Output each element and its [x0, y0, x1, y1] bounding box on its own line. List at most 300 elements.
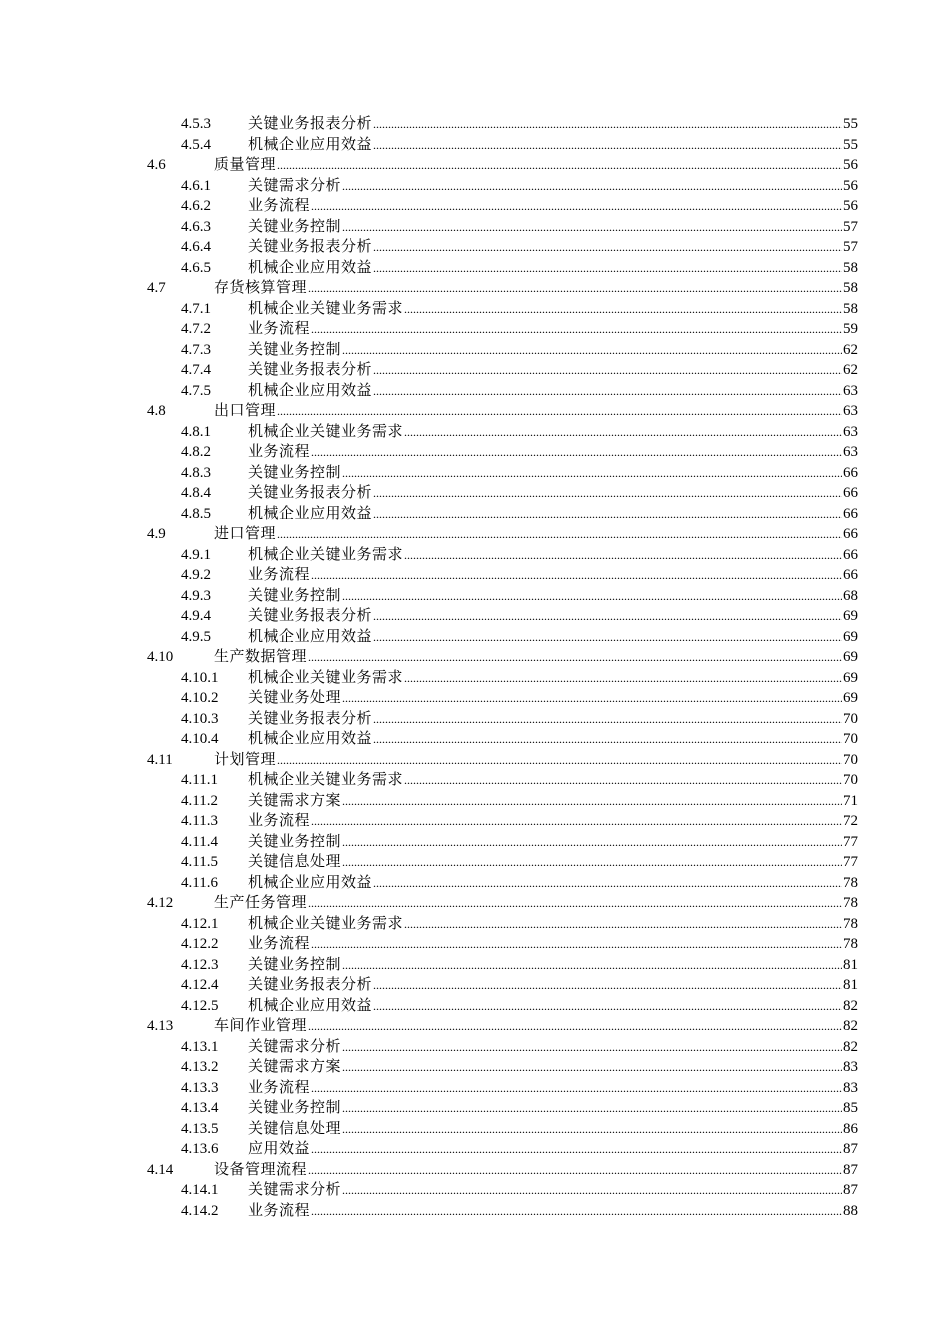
- toc-entry-subsection[interactable]: [0, 545, 950, 566]
- toc-number: 4.10.4: [181, 731, 219, 747]
- toc-entry-section[interactable]: [0, 1016, 950, 1037]
- toc-title: 关键业务控制: [248, 464, 342, 481]
- toc-dot-leader: [311, 934, 842, 955]
- toc-entry-subsection[interactable]: [0, 299, 950, 320]
- toc-dot-leader: [404, 545, 842, 566]
- toc-page-number: 59: [843, 321, 858, 337]
- toc-page-number: 63: [843, 403, 858, 419]
- toc-number: 4.10.1: [181, 669, 219, 686]
- toc-dot-leader: [342, 1037, 842, 1058]
- toc-leader-line: [248, 1078, 858, 1099]
- toc-dot-leader: [342, 852, 842, 873]
- toc-leader-line: [248, 340, 858, 361]
- toc-title: 关键业务处理: [248, 690, 342, 706]
- toc-page-number: 58: [843, 259, 858, 276]
- toc-entry-section[interactable]: [0, 1160, 950, 1181]
- toc-entry-subsection[interactable]: [0, 381, 950, 402]
- toc-title: 关键业务报表分析: [248, 608, 373, 624]
- toc-title: 机械企业应用效益: [248, 505, 373, 522]
- toc-page-number: 66: [843, 505, 858, 522]
- toc-number: 4.7.1: [181, 300, 211, 317]
- toc-entry-subsection[interactable]: [0, 586, 950, 607]
- toc-entry-subsection[interactable]: [0, 114, 950, 135]
- toc-page-number: 69: [843, 628, 858, 645]
- toc-leader-line: [248, 319, 858, 340]
- toc-number: 4.13.5: [181, 1120, 219, 1137]
- toc-leader-line: [248, 545, 858, 566]
- toc-title: 关键业务报表分析: [248, 239, 373, 255]
- toc-title: 业务流程: [248, 198, 311, 214]
- toc-leader-line: [214, 893, 858, 914]
- toc-page-number: 87: [843, 1141, 858, 1157]
- toc-dot-leader: [404, 668, 842, 689]
- toc-leader-line: [214, 647, 858, 668]
- toc-page-number: 72: [843, 813, 858, 829]
- toc-leader-line: [248, 688, 858, 709]
- toc-number: 4.6.3: [181, 218, 211, 235]
- toc-dot-leader: [342, 1057, 842, 1078]
- toc-title: 出口管理: [214, 403, 277, 419]
- toc-entry-subsection[interactable]: [0, 627, 950, 648]
- toc-entry-section[interactable]: [0, 401, 950, 422]
- toc-leader-line: [214, 524, 858, 545]
- toc-dot-leader: [342, 217, 842, 238]
- toc-number: 4.9.1: [181, 546, 211, 563]
- toc-dot-leader: [311, 196, 842, 217]
- toc-number: 4.12.5: [181, 997, 219, 1014]
- toc-title: 业务流程: [248, 321, 311, 337]
- toc-number: 4.8.3: [181, 464, 211, 481]
- toc-dot-leader: [342, 832, 842, 853]
- toc-number: 4.7.2: [181, 321, 211, 337]
- toc-leader-line: [214, 750, 858, 771]
- toc-page-number: 55: [843, 116, 858, 132]
- toc-number: 4.13.3: [181, 1079, 219, 1096]
- toc-leader-line: [248, 627, 858, 648]
- toc-number: 4.9.5: [181, 628, 211, 645]
- toc-number: 4.11.1: [181, 772, 218, 788]
- toc-number: 4.6.5: [181, 259, 211, 276]
- toc-title: 机械企业应用效益: [248, 259, 373, 276]
- toc-title: 机械企业应用效益: [248, 997, 373, 1014]
- toc-page-number: 66: [843, 567, 858, 583]
- toc-number: 4.12.2: [181, 936, 219, 952]
- toc-number: 4.9.3: [181, 587, 211, 604]
- toc-leader-line: [248, 606, 858, 627]
- toc-entry-subsection[interactable]: [0, 360, 950, 381]
- toc-number: 4.10: [147, 649, 174, 665]
- toc-leader-line: [248, 504, 858, 525]
- toc-leader-line: [248, 463, 858, 484]
- toc-number: 4.13.4: [181, 1100, 219, 1116]
- toc-title: 关键业务报表分析: [248, 116, 373, 132]
- toc-title: 业务流程: [248, 813, 311, 829]
- toc-page-number: 63: [843, 382, 858, 399]
- toc-entry-subsection[interactable]: [0, 319, 950, 340]
- toc-entry-subsection[interactable]: [0, 873, 950, 894]
- toc-leader-line: [248, 729, 858, 750]
- toc-dot-leader: [342, 1119, 842, 1140]
- toc-number: 4.14: [147, 1161, 174, 1178]
- toc-title: 业务流程: [248, 444, 311, 460]
- toc-page-number: 57: [843, 239, 858, 255]
- toc-page-number: 86: [843, 1120, 858, 1137]
- toc-leader-line: [248, 852, 858, 873]
- toc-dot-leader: [373, 483, 842, 504]
- toc-leader-line: [248, 586, 858, 607]
- toc-title: 关键需求方案: [248, 792, 342, 809]
- toc-dot-leader: [308, 1160, 842, 1181]
- toc-leader-line: [248, 176, 858, 197]
- toc-entry-subsection[interactable]: [0, 1037, 950, 1058]
- toc-entry-subsection[interactable]: [0, 1139, 950, 1160]
- toc-page-number: 82: [843, 997, 858, 1014]
- toc-leader-line: [214, 401, 858, 422]
- toc-number: 4.13.2: [181, 1059, 219, 1075]
- toc-title: 机械企业关键业务需求: [248, 546, 404, 563]
- toc-number: 4.11.5: [181, 854, 218, 870]
- toc-entry-subsection[interactable]: [0, 996, 950, 1017]
- toc-entry-subsection[interactable]: [0, 422, 950, 443]
- toc-entry-subsection[interactable]: [0, 237, 950, 258]
- toc-title: 存货核算管理: [214, 280, 308, 296]
- toc-entry-subsection[interactable]: [0, 955, 950, 976]
- toc-page-number: 57: [843, 218, 858, 235]
- toc-page-number: 55: [843, 136, 858, 153]
- toc-dot-leader: [373, 627, 842, 648]
- toc-page-number: 83: [843, 1059, 858, 1075]
- toc-title: 机械企业关键业务需求: [248, 772, 404, 788]
- toc-number: 4.7.5: [181, 382, 211, 399]
- toc-page-number: 87: [843, 1182, 858, 1198]
- toc-number: 4.7: [147, 280, 166, 296]
- toc-dot-leader: [373, 709, 842, 730]
- toc-page-number: 70: [843, 710, 858, 727]
- toc-leader-line: [248, 381, 858, 402]
- toc-title: 设备管理流程: [214, 1161, 308, 1178]
- toc-title: 机械企业关键业务需求: [248, 915, 404, 932]
- toc-leader-line: [248, 1201, 858, 1222]
- toc-entry-subsection[interactable]: [0, 340, 950, 361]
- toc-title: 机械企业关键业务需求: [248, 669, 404, 686]
- toc-page-number: 70: [843, 772, 858, 788]
- toc-number: 4.9: [147, 526, 166, 542]
- toc-title: 关键需求分析: [248, 1038, 342, 1055]
- toc-leader-line: [248, 1119, 858, 1140]
- toc-leader-line: [248, 360, 858, 381]
- toc-page-number: 78: [843, 915, 858, 932]
- toc-number: 4.8.4: [181, 485, 211, 501]
- toc-entry-section[interactable]: [0, 647, 950, 668]
- toc-number: 4.8.2: [181, 444, 211, 460]
- toc-leader-line: [248, 996, 858, 1017]
- toc-dot-leader: [342, 1098, 842, 1119]
- toc-number: 4.6: [147, 157, 166, 173]
- toc-leader-line: [248, 1037, 858, 1058]
- toc-entry-subsection[interactable]: [0, 1201, 950, 1222]
- toc-page-number: 82: [843, 1018, 858, 1034]
- toc-dot-leader: [308, 893, 842, 914]
- toc-number: 4.11.3: [181, 813, 218, 829]
- toc-page-number: 77: [843, 833, 858, 850]
- toc-leader-line: [248, 483, 858, 504]
- toc-entry-subsection[interactable]: [0, 709, 950, 730]
- toc-entry-subsection[interactable]: [0, 504, 950, 525]
- toc-title: 关键业务控制: [248, 587, 342, 604]
- toc-title: 关键业务报表分析: [248, 710, 373, 727]
- toc-entry-subsection[interactable]: [0, 852, 950, 873]
- toc-number: 4.8.1: [181, 423, 211, 440]
- toc-dot-leader: [308, 1016, 842, 1037]
- toc-dot-leader: [342, 463, 842, 484]
- toc-leader-line: [248, 1180, 858, 1201]
- toc-page-number: 69: [843, 669, 858, 686]
- toc-dot-leader: [308, 278, 842, 299]
- toc-number: 4.7.3: [181, 341, 211, 358]
- toc-dot-leader: [342, 791, 842, 812]
- toc-page-number: 88: [843, 1202, 858, 1219]
- toc-dot-leader: [342, 955, 842, 976]
- toc-number: 4.7.4: [181, 362, 211, 378]
- toc-entry-section[interactable]: [0, 750, 950, 771]
- toc-leader-line: [248, 770, 858, 791]
- toc-dot-leader: [342, 176, 842, 197]
- toc-title: 关键信息处理: [248, 854, 342, 870]
- toc-number: 4.14.1: [181, 1182, 219, 1198]
- toc-page-number: 77: [843, 854, 858, 870]
- toc-leader-line: [248, 811, 858, 832]
- toc-leader-line: [248, 135, 858, 156]
- toc-entry-section[interactable]: [0, 155, 950, 176]
- toc-dot-leader: [277, 750, 842, 771]
- toc-number: 4.11.6: [181, 874, 218, 891]
- toc-dot-leader: [277, 401, 842, 422]
- toc-dot-leader: [311, 565, 842, 586]
- toc-leader-line: [248, 709, 858, 730]
- toc-page-number: 66: [843, 485, 858, 501]
- toc-number: 4.11.4: [181, 833, 218, 850]
- toc-entry-section[interactable]: [0, 278, 950, 299]
- toc-leader-line: [214, 155, 858, 176]
- toc-number: 4.5.3: [181, 116, 211, 132]
- toc-dot-leader: [373, 729, 842, 750]
- toc-leader-line: [214, 1160, 858, 1181]
- toc-number: 4.5.4: [181, 136, 211, 153]
- toc-dot-leader: [373, 114, 842, 135]
- toc-dot-leader: [342, 586, 842, 607]
- toc-title: 关键需求分析: [248, 1182, 342, 1198]
- toc-entry-subsection[interactable]: [0, 463, 950, 484]
- toc-title: 机械企业关键业务需求: [248, 300, 404, 317]
- toc-dot-leader: [277, 524, 842, 545]
- toc-title: 关键业务控制: [248, 341, 342, 358]
- toc-title: 机械企业应用效益: [248, 382, 373, 399]
- toc-entry-subsection[interactable]: [0, 811, 950, 832]
- toc-title: 业务流程: [248, 936, 311, 952]
- toc-title: 关键需求分析: [248, 177, 342, 194]
- toc-leader-line: [248, 442, 858, 463]
- toc-title: 车间作业管理: [214, 1018, 308, 1034]
- toc-number: 4.12.1: [181, 915, 219, 932]
- toc-page-number: 78: [843, 874, 858, 891]
- toc-dot-leader: [373, 360, 842, 381]
- toc-entry-section[interactable]: [0, 524, 950, 545]
- toc-title: 关键业务报表分析: [248, 485, 373, 501]
- toc-title: 关键业务控制: [248, 1100, 342, 1116]
- toc-number: 4.12.3: [181, 956, 219, 973]
- toc-page-number: 83: [843, 1079, 858, 1096]
- toc-entry-subsection[interactable]: [0, 791, 950, 812]
- toc-title: 关键业务控制: [248, 218, 342, 235]
- toc-dot-leader: [311, 1139, 842, 1160]
- toc-number: 4.11.2: [181, 792, 218, 809]
- toc-entry-subsection[interactable]: [0, 135, 950, 156]
- toc-page-number: 71: [843, 792, 858, 809]
- toc-title: 进口管理: [214, 526, 277, 542]
- toc-page-number: 62: [843, 362, 858, 378]
- toc-page-number: 62: [843, 341, 858, 358]
- toc-title: 关键业务控制: [248, 956, 342, 973]
- toc-page-number: 70: [843, 731, 858, 747]
- toc-title: 关键业务报表分析: [248, 362, 373, 378]
- toc-dot-leader: [373, 504, 842, 525]
- toc-entry-subsection[interactable]: [0, 442, 950, 463]
- toc-leader-line: [248, 955, 858, 976]
- toc-page-number: 66: [843, 546, 858, 563]
- toc-leader-line: [248, 565, 858, 586]
- toc-dot-leader: [308, 647, 842, 668]
- toc-title: 生产数据管理: [214, 649, 308, 665]
- toc-title: 关键业务控制: [248, 833, 342, 850]
- toc-entry-subsection[interactable]: [0, 934, 950, 955]
- toc-dot-leader: [373, 381, 842, 402]
- toc-title: 关键业务报表分析: [248, 977, 373, 993]
- toc-dot-leader: [342, 1180, 842, 1201]
- toc-page-number: 82: [843, 1038, 858, 1055]
- toc-page-number: 66: [843, 526, 858, 542]
- toc-leader-line: [248, 258, 858, 279]
- toc-entry-subsection[interactable]: [0, 1180, 950, 1201]
- toc-entry-subsection[interactable]: [0, 975, 950, 996]
- toc-entry-subsection[interactable]: [0, 832, 950, 853]
- toc-entry-subsection[interactable]: [0, 565, 950, 586]
- toc-leader-line: [248, 668, 858, 689]
- toc-leader-line: [248, 934, 858, 955]
- toc-entry-subsection[interactable]: [0, 176, 950, 197]
- toc-number: 4.11: [147, 751, 173, 768]
- toc-entry-section[interactable]: [0, 893, 950, 914]
- toc-number: 4.13: [147, 1018, 174, 1034]
- toc-leader-line: [248, 1139, 858, 1160]
- toc-leader-line: [248, 832, 858, 853]
- toc-title: 机械企业关键业务需求: [248, 423, 404, 440]
- toc-entry-subsection[interactable]: [0, 606, 950, 627]
- toc-dot-leader: [373, 135, 842, 156]
- toc-entry-subsection[interactable]: [0, 196, 950, 217]
- toc-entry-subsection[interactable]: [0, 1098, 950, 1119]
- toc-dot-leader: [311, 811, 842, 832]
- toc-page-number: 63: [843, 423, 858, 440]
- toc-number: 4.6.1: [181, 177, 211, 194]
- toc-page-number: 69: [843, 649, 858, 665]
- toc-dot-leader: [373, 996, 842, 1017]
- toc-page-number: 56: [843, 157, 858, 173]
- toc-number: 4.8: [147, 403, 166, 419]
- toc-number: 4.13.6: [181, 1141, 219, 1157]
- toc-title: 计划管理: [214, 751, 277, 768]
- toc-leader-line: [214, 1016, 858, 1037]
- toc-dot-leader: [404, 299, 842, 320]
- toc-dot-leader: [404, 422, 842, 443]
- toc-page-number: 81: [843, 956, 858, 973]
- toc-page-number: 69: [843, 690, 858, 706]
- toc-entry-subsection[interactable]: [0, 914, 950, 935]
- toc-title: 生产任务管理: [214, 895, 308, 911]
- toc-page-number: 63: [843, 444, 858, 460]
- toc-page-number: 81: [843, 977, 858, 993]
- toc-title: 机械企业应用效益: [248, 136, 373, 153]
- toc-number: 4.13.1: [181, 1038, 219, 1055]
- toc-dot-leader: [277, 155, 842, 176]
- toc-title: 机械企业应用效益: [248, 731, 373, 747]
- toc-entry-subsection[interactable]: [0, 1057, 950, 1078]
- toc-dot-leader: [373, 975, 842, 996]
- toc-number: 4.6.2: [181, 198, 211, 214]
- toc-entry-subsection[interactable]: [0, 1078, 950, 1099]
- toc-entry-subsection[interactable]: [0, 688, 950, 709]
- toc-entry-subsection[interactable]: [0, 258, 950, 279]
- table-of-contents: [0, 114, 950, 1221]
- toc-entry-subsection[interactable]: [0, 729, 950, 750]
- toc-leader-line: [248, 914, 858, 935]
- toc-page-number: 66: [843, 464, 858, 481]
- toc-leader-line: [214, 278, 858, 299]
- toc-entry-subsection[interactable]: [0, 668, 950, 689]
- toc-number: 4.10.3: [181, 710, 219, 727]
- toc-dot-leader: [311, 1201, 842, 1222]
- toc-page-number: 58: [843, 280, 858, 296]
- toc-number: 4.9.4: [181, 608, 211, 624]
- toc-dot-leader: [311, 442, 842, 463]
- toc-leader-line: [248, 422, 858, 443]
- toc-entry-subsection[interactable]: [0, 1119, 950, 1140]
- toc-page-number: 56: [843, 198, 858, 214]
- toc-page-number: 87: [843, 1161, 858, 1178]
- toc-leader-line: [248, 114, 858, 135]
- toc-title: 关键信息处理: [248, 1120, 342, 1137]
- toc-title: 机械企业应用效益: [248, 874, 373, 891]
- toc-leader-line: [248, 217, 858, 238]
- toc-dot-leader: [342, 688, 842, 709]
- toc-title: 质量管理: [214, 157, 277, 173]
- toc-page-number: 78: [843, 895, 858, 911]
- toc-dot-leader: [404, 770, 842, 791]
- toc-number: 4.12.4: [181, 977, 219, 993]
- toc-entry-subsection[interactable]: [0, 483, 950, 504]
- toc-entry-subsection[interactable]: [0, 770, 950, 791]
- toc-title: 业务流程: [248, 1079, 311, 1096]
- toc-dot-leader: [373, 258, 842, 279]
- toc-dot-leader: [311, 319, 842, 340]
- toc-page-number: 56: [843, 177, 858, 194]
- toc-entry-subsection[interactable]: [0, 217, 950, 238]
- toc-leader-line: [248, 975, 858, 996]
- toc-number: 4.10.2: [181, 690, 219, 706]
- toc-page-number: 58: [843, 300, 858, 317]
- toc-dot-leader: [373, 606, 842, 627]
- toc-leader-line: [248, 196, 858, 217]
- toc-number: 4.8.5: [181, 505, 211, 522]
